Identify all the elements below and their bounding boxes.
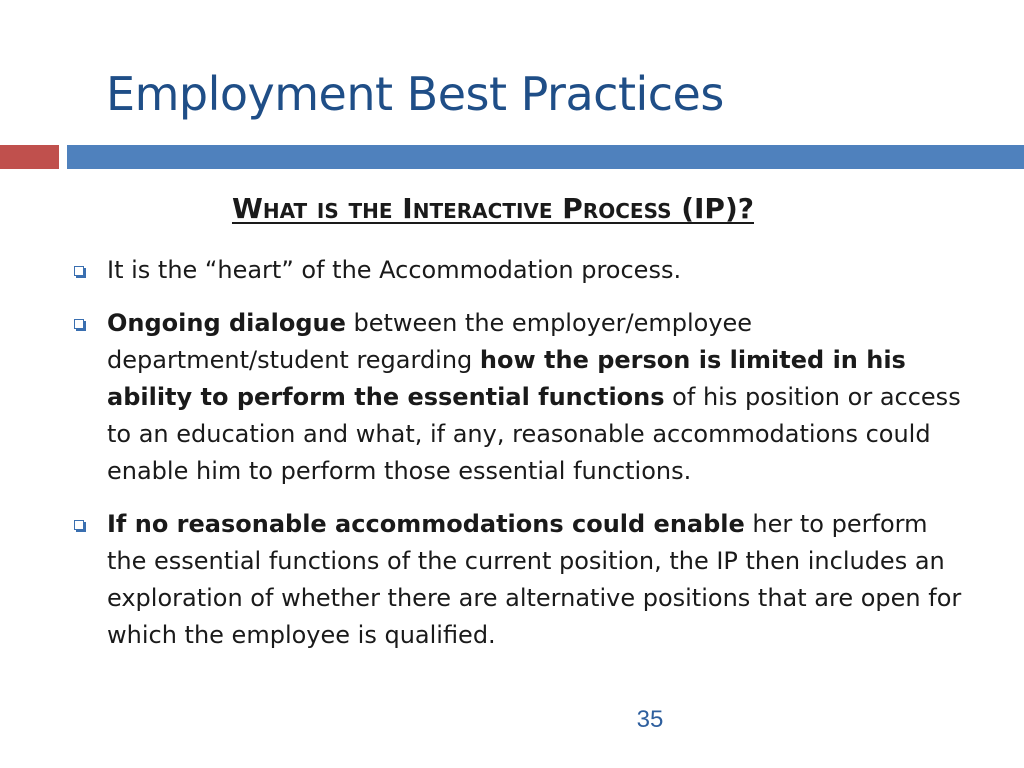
bullet-text: of his position or access to an education and what, if any, reasonable accommodations could enable him to perform those essential functions. (107, 383, 961, 485)
accent-bar-red (0, 145, 59, 169)
page-number: 35 (636, 706, 664, 733)
bullet-list (68, 252, 968, 670)
hollow-square-bullet-icon (74, 266, 84, 276)
slide-title: Employment Best Practices (106, 67, 724, 121)
hollow-square-bullet-icon (74, 319, 84, 329)
bullet-item-no-reasonable-accommodations (68, 506, 968, 654)
bullet-bold-text: Ongoing dialogue (107, 309, 346, 337)
bullet-item-heart (68, 252, 968, 289)
bullet-text: her to perform the essential functions of the current position, the IP then includes an exploration of whether there are alternative positions that are open for which the employee is qualified. (107, 510, 962, 649)
bullet-bold-text: If no reasonable accommodations could enable (107, 510, 745, 538)
bullet-bold-text: how the person is limited in his ability to perform the essential functions (107, 346, 906, 411)
hollow-square-bullet-icon (74, 520, 84, 530)
bullet-text: It is the “heart” of the Accommodation process. (107, 256, 682, 284)
accent-bar-blue (67, 145, 1024, 169)
bullet-text: between the employer/employee department/student regarding (107, 309, 753, 374)
bullet-item-ongoing-dialogue (68, 305, 968, 490)
section-heading: What is the Interactive Process (IP)? (231, 192, 754, 225)
